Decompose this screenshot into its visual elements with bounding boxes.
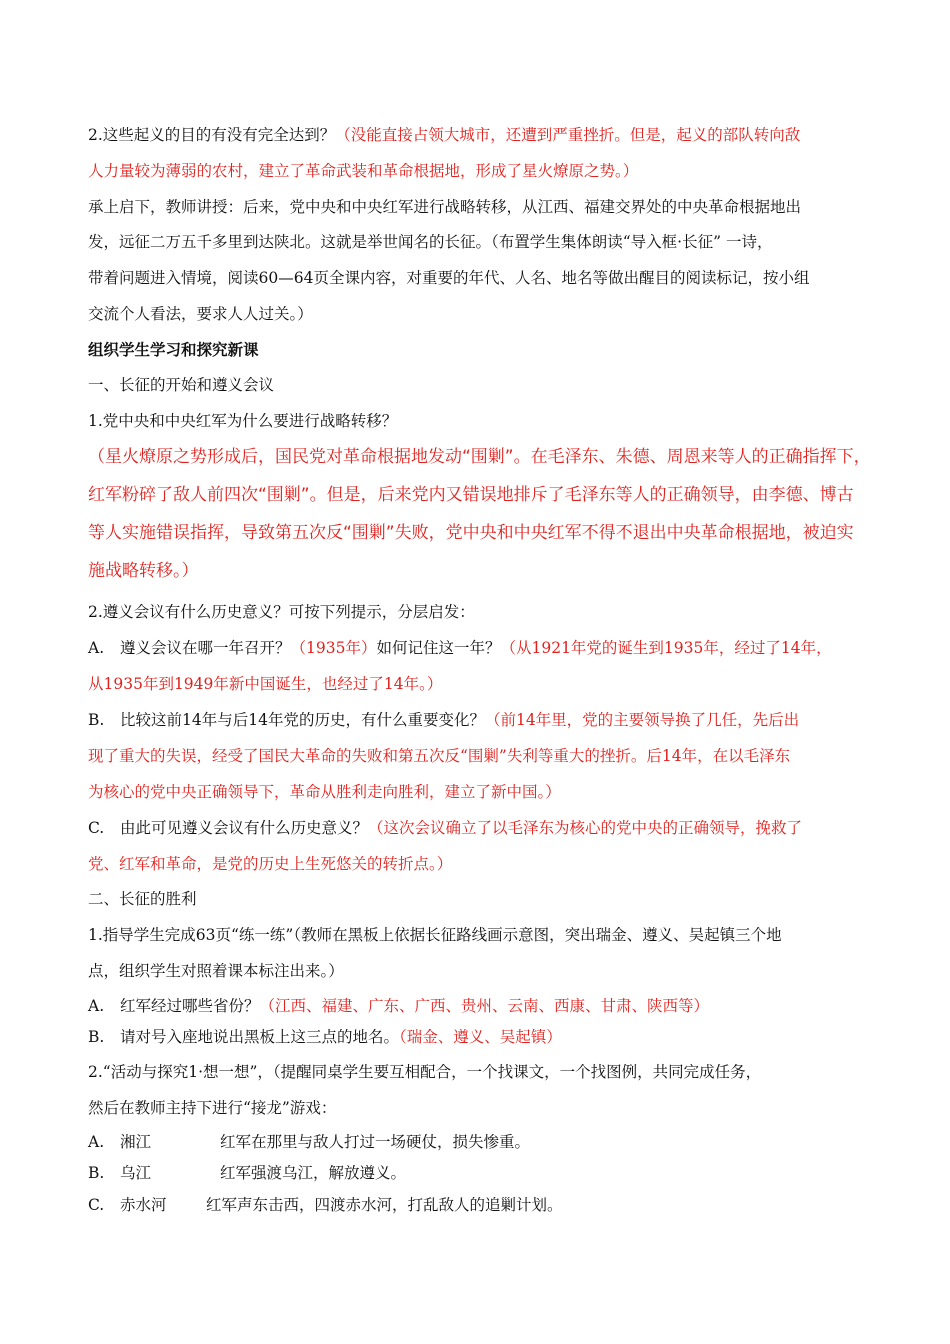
paragraph-line: 2.“活动与探究1·想一想”，（提醒同桌学生要互相配合，一个找课文，一个找图例，共同完成任务， [88,1063,762,1081]
item-label: B. [88,1028,105,1046]
answer-text: （没能直接占领大城市，还遭到严重挫折。但是，起义的部队转向敌 [335,126,801,144]
question-2-line [88,124,800,146]
subsection-heading: 一、长征的开始和遵义会议 [88,376,275,394]
question-text: 遵义会议在哪一年召开？ [120,639,291,657]
answer-line: 现了重大的失误，经受了国民大革命的失败和第五次反“围剿”失利等重大的挫折。后14年，在以毛泽东 [88,747,791,765]
item-b-line [88,1162,406,1184]
place-description: 红军在那里与敌人打过一场硬仗，损失惨重。 [220,1133,531,1151]
item-a-line [88,637,832,659]
item-c-line [88,1194,563,1216]
answer-text: （前14年里，党的主要领导换了几任，先后出 [484,711,800,729]
question-text: 请对号入座地说出黑板上这三点的地名。 [120,1028,400,1046]
answer-line: 施战略转移。） [88,561,199,581]
answer-line: 党、红军和革命，是党的历史上生死悠关的转折点。） [88,855,453,873]
question-text: 比较这前14年与后14年党的历史，有什么重要变化？ [120,711,485,729]
item-label: A. [88,997,105,1015]
item-label: A. [88,639,105,657]
place-description: 红军声东击西，四渡赤水河，打乱敌人的追剿计划。 [206,1196,563,1214]
answer-line: 红军粉碎了敌人前四次“围剿”。但是，后来党内又错误地排斥了毛泽东等人的正确领导，由李德、博古 [88,485,854,505]
answer-line: 人力量较为薄弱的农村，建立了革命武装和革命根据地，形成了星火燎原之势。） [88,162,639,180]
answer-text: （1935年） [290,639,377,657]
answer-text: （这次会议确立了以毛泽东为核心的党中央的正确领导，挽救了 [368,819,803,837]
item-label: B. [88,1164,105,1182]
item-a-line [88,1131,530,1153]
question-line: 1.党中央和中央红军为什么要进行战略转移？ [88,412,398,430]
paragraph-line: 承上启下，教师讲授：后来，党中央和中央红军进行战略转移，从江西、福建交界处的中央革命根据地出 [88,198,802,216]
question-line: 2.遵义会议有什么历史意义？可按下列提示，分层启发： [88,603,475,621]
paragraph-line: 点，组织学生对照着课本标注出来。） [88,962,344,980]
place-description: 红军强渡乌江，解放遵义。 [220,1164,407,1182]
question-text: 如何记住这一年？ [376,639,501,657]
item-c-line [88,817,802,839]
paragraph-line: 交流个人看法，要求人人过关。） [88,305,313,323]
question-text: 2.这些起义的目的有没有完全达到？ [88,126,336,144]
place-name: 乌江 [120,1164,152,1182]
answer-text: （瑞金、遵义、吴起镇） [399,1028,562,1046]
section-heading: 组织学生学习和探究新课 [88,340,259,359]
item-b-line [88,1026,562,1048]
paragraph-line: 带着问题进入情境，阅读60—64页全课内容，对重要的年代、人名、地名等做出醒目的阅读标记，按小组 [88,269,810,287]
paragraph-line: 然后在教师主持下进行“接龙”游戏： [88,1099,337,1117]
item-label: C. [88,1196,105,1214]
answer-text: （从1921年党的诞生到1935年，经过了14年， [500,639,832,657]
item-label: C. [88,819,105,837]
item-label: A. [88,1133,105,1151]
question-text: 由此可见遵义会议有什么历史意义？ [120,819,369,837]
answer-text: （江西、福建、广东、广西、贵州、云南、西康、甘肃、陕西等） [259,997,710,1015]
item-b-line [88,709,799,731]
item-label: B. [88,711,105,729]
answer-line: 从1935年到1949年新中国诞生，也经过了14年。） [88,675,443,693]
paragraph-line: 1.指导学生完成63页“练一练”（教师在黑板上依据长征路线画示意图，突出瑞金、遵义、吴起镇三个地 [88,926,782,944]
question-text: 红军经过哪些省份？ [120,997,260,1015]
item-a-line [88,995,709,1017]
answer-line: （星火燎原之势形成后，国民党对革命根据地发动“围剿”。在毛泽东、朱德、周恩来等人的正确指挥下， [88,447,871,467]
place-name: 赤水河 [120,1196,167,1214]
answer-line: 等人实施错误指挥，导致第五次反“围剿”失败，党中央和中央红军不得不退出中央革命根据地，被迫实 [88,523,854,543]
answer-line: 为核心的党中央正确领导下，革命从胜利走向胜利，建立了新中国。） [88,783,561,801]
paragraph-line: 发，远征二万五千多里到达陕北。这就是举世闻名的长征。（布置学生集体朗读“导入框·长征” 一诗， [88,233,773,251]
subsection-heading: 二、长征的胜利 [88,890,197,908]
place-name: 湘江 [120,1133,152,1151]
